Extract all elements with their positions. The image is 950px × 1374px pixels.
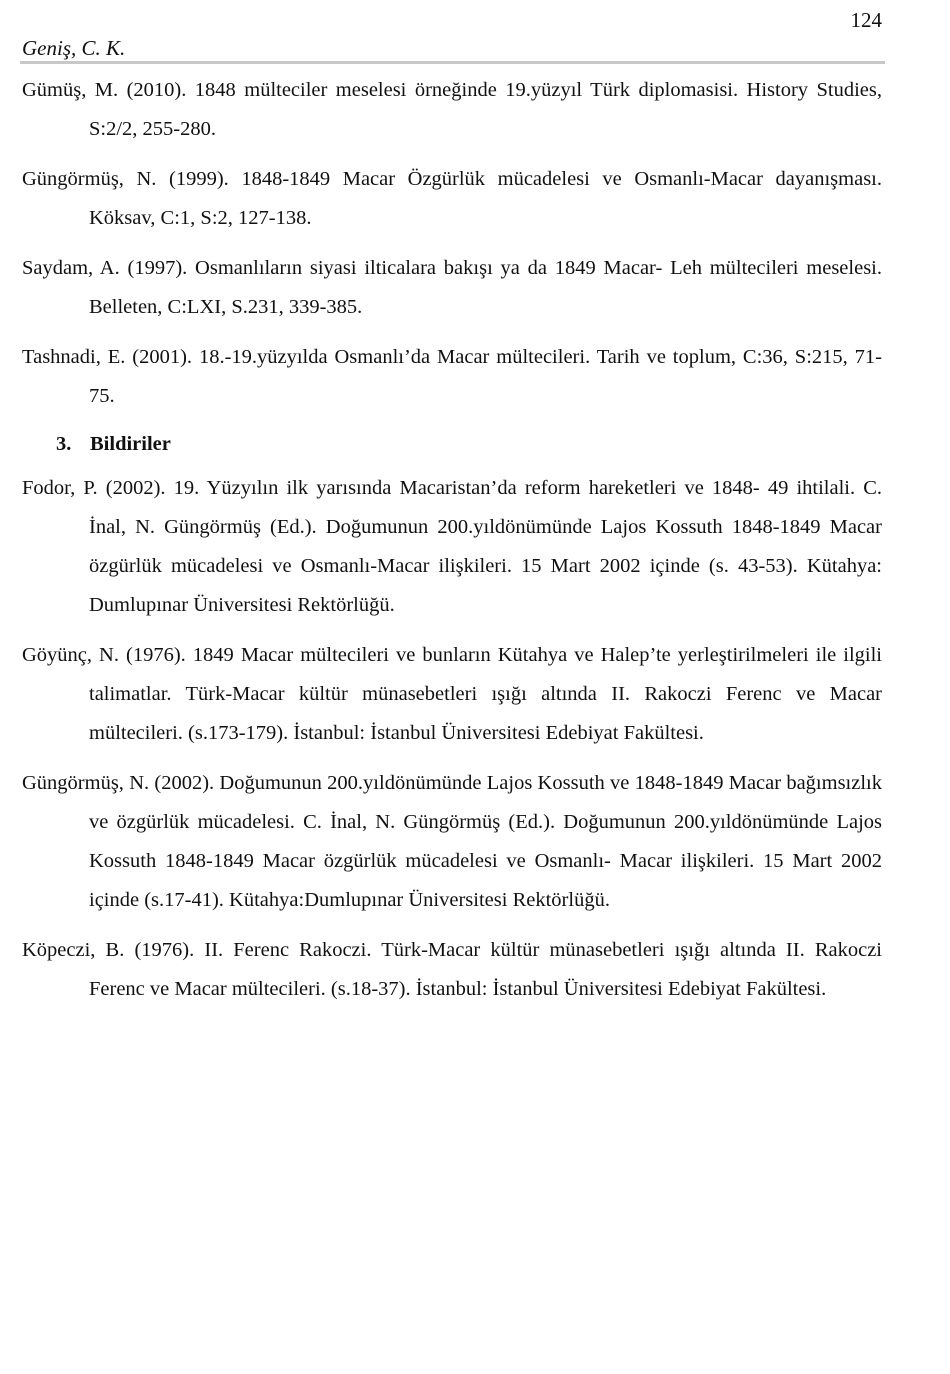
reference-entry: Güngörmüş, N. (1999). 1848-1849 Macar Özgürlük mücadelesi ve Osmanlı-Macar dayanışması. Köksav, C:1, S:2, 127-138.: [22, 168, 882, 229]
reference-entry: Gümüş, M. (2010). 1848 mülteciler meselesi örneğinde 19.yüzyıl Türk diplomasisi. History Studies, S:2/2, 255-280.: [22, 79, 882, 140]
reference-entry: Tashnadi, E. (2001). 18.-19.yüzyılda Osmanlı’da Macar mültecileri. Tarih ve toplum, C:36, S:215, 71-75.: [22, 346, 882, 407]
reference-entry: Saydam, A. (1997). Osmanlıların siyasi ilticalara bakışı ya da 1849 Macar- Leh mültecileri meselesi. Belleten, C:LXI, S.231, 339-385.: [22, 257, 882, 318]
reference-entry: Fodor, P. (2002). 19. Yüzyılın ilk yarısında Macaristan’da reform hareketleri ve 1848- 49 ihtilali. C. İnal, N. Güngörmüş (Ed.). Doğumunun 200.yıldönümünde Lajos Kossuth 1848-1849 Macar özgürlük mücadelesi ve Osmanlı-Macar ilişkileri. 15 Mart 2002 içinde (s. 43-53). Kütahya: Dumlupınar Üniversitesi Rektörlüğü.: [22, 477, 882, 616]
section-heading: [56, 425, 882, 464]
section-title: Bildiriler: [90, 433, 171, 455]
reference-group-articles: [22, 71, 882, 416]
page-number: 124: [850, 8, 882, 32]
reference-list: [22, 71, 882, 1020]
reference-group-bildiriler: [22, 469, 882, 1009]
reference-entry: Göyünç, N. (1976). 1849 Macar mültecileri ve bunların Kütahya ve Halep’te yerleştirilmeleri ile ilgili talimatlar. Türk-Macar kültür münasebetleri ışığı altında II. Rakoczi Ferenc ve Macar mültecileri. (s.173-179). İstanbul: İstanbul Üniversitesi Edebiyat Fakültesi.: [22, 644, 882, 744]
reference-entry: Güngörmüş, N. (2002). Doğumunun 200.yıldönümünde Lajos Kossuth ve 1848-1849 Macar bağımsızlık ve özgürlük mücadelesi. C. İnal, N. Güngörmüş (Ed.). Doğumunun 200.yıldönümünde Lajos Kossuth 1848-1849 Macar özgürlük mücadelesi ve Osmanlı- Macar ilişkileri. 15 Mart 2002 içinde (s.17-41). Kütahya:Dumlupınar Üniversitesi Rektörlüğü.: [22, 772, 882, 911]
reference-entry: Köpeczi, B. (1976). II. Ferenc Rakoczi. Türk-Macar kültür münasebetleri ışığı altında II. Rakoczi Ferenc ve Macar mültecileri. (s.18-37). İstanbul: İstanbul Üniversitesi Edebiyat Fakültesi.: [22, 939, 882, 1000]
section-number: 3.: [56, 433, 72, 455]
header-rule: [20, 61, 885, 64]
running-head: Geniş, C. K.: [22, 36, 126, 60]
